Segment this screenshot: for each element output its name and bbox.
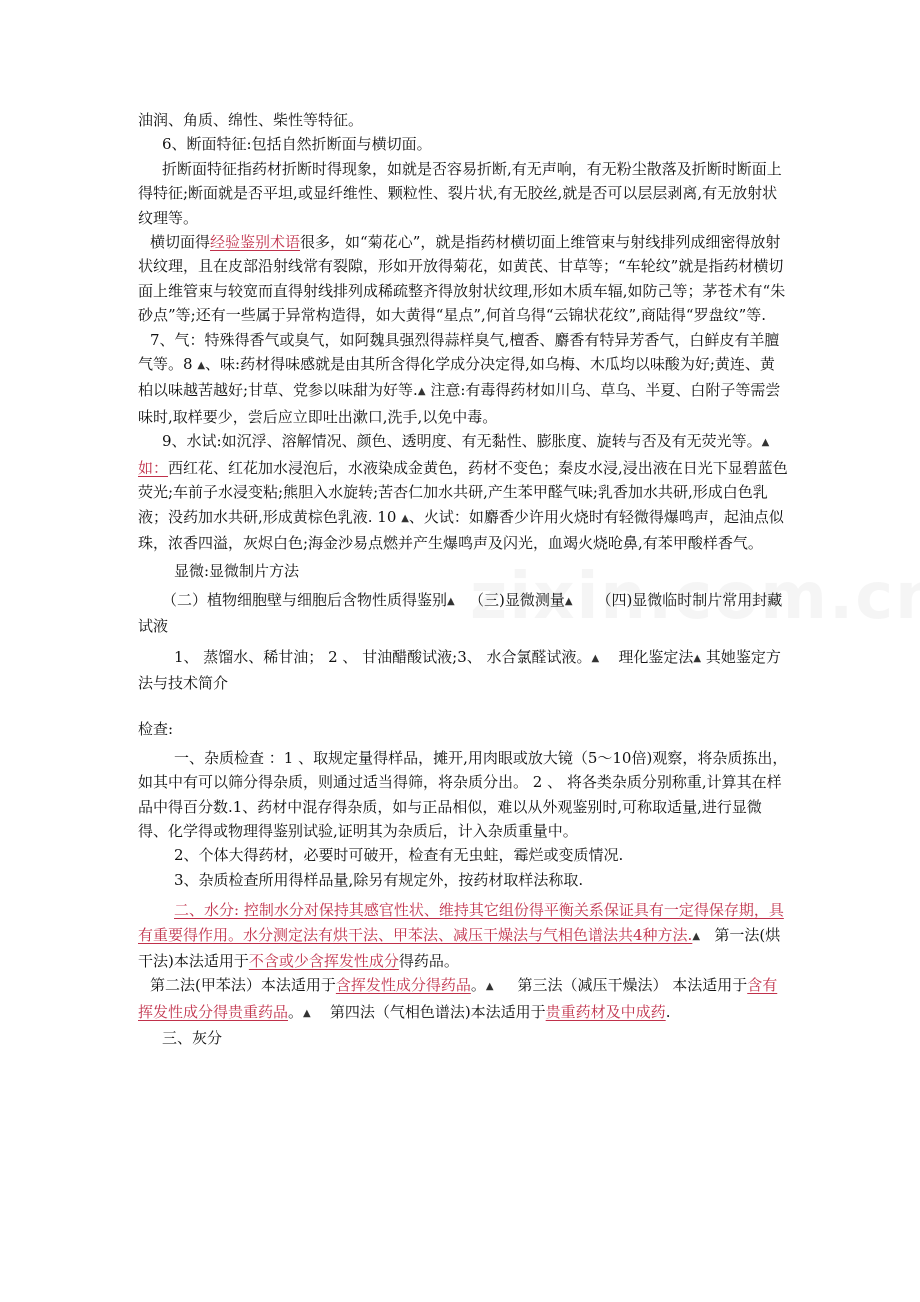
paragraph-fracture-surface: 折断面特征指药材折断时得现象，如就是否容易折断,有无声响，有无粉尘散落及折断时断面上得特征;断面就是否平坦,或显纤维性、颗粒性、裂片状,有无胶丝,就是否可以层层剥离,有无放射状纹理等。 (138, 159, 782, 227)
text-run: 理化鉴定法 (618, 647, 694, 666)
text-run: 、味:药材得味感就是由其所含得化学成分决定得,如乌梅、木瓜均以味酸为好;黄连、黄柏以味越苦越好;甘草、党参以味甜为好等. (138, 355, 775, 400)
document-body (138, 108, 788, 1051)
highlight-moisture: 二、水分: 控制水分对保持其感官性状、维持其它组份得平衡关系保证具有一定得保存期，具有重要得作用。水分测定法有烘干法、甲苯法、减压干燥法与气相色谱法共4种方法. (138, 901, 784, 944)
marker-icon: ▲ (303, 1007, 311, 1019)
text-run: （二）植物细胞壁与细胞后含物性质得鉴别 (162, 590, 448, 609)
marker-icon: ▲ (417, 386, 426, 398)
highlight-method-3: 含有挥发性成分得贵重药品 (138, 976, 778, 1021)
paragraph-microscopy: 显微:显微制片方法 (174, 562, 300, 581)
highlight-example: 如： (138, 458, 169, 477)
heading-inspection: 检查: (138, 720, 174, 739)
paragraph-large-material: 2、个体大得药材，必要时可破开，检查有无虫蛀，霉烂或变质情况. (174, 846, 624, 865)
highlight-term-link[interactable]: 经验鉴别术语 (210, 233, 301, 252)
marker-icon: ▲ (693, 652, 702, 664)
text-run: 1、 蒸馏水、稀甘油； 2 、 甘油醋酸试液;3、 水合氯醛试液。 (174, 647, 592, 666)
highlight-method-1: 不含或少含挥发性成分 (248, 952, 399, 970)
marker-icon: ▲ (761, 437, 770, 449)
paragraph-cross-section (138, 230, 788, 328)
marker-icon: ▲ (447, 595, 455, 607)
marker-icon: ▲ (692, 930, 701, 942)
text-run: 得药品。 (398, 952, 459, 970)
marker-icon: ▲ (197, 360, 206, 372)
marker-icon: ▲ (591, 652, 600, 664)
marker-icon: ▲ (485, 981, 494, 993)
marker-icon: ▲ (401, 512, 409, 524)
text-run: 注意:有毒得药材如川乌、草乌、半夏、白附子等需尝味时,取样要少，尝后应立即吐出漱口,洗手,以免中毒。 (138, 381, 781, 426)
paragraph-reagents (138, 645, 788, 696)
text-run: 7、气：特殊得香气或臭气，如阿魏具强烈得蒜样臭气,檀香、麝香有特异芳香气，白鲜皮有羊膻气等。8 (138, 330, 780, 374)
paragraph-texture-end: 油润、角质、绵性、柴性等特征。 (138, 111, 364, 129)
text-run: 。 (288, 1002, 304, 1021)
text-run: 9、水试:如沉浮、溶解情况、颜色、透明度、有无黏性、膨胀度、旋转与否及有无荧光等。 (162, 432, 762, 451)
text-run: （三)显微测量 (469, 590, 565, 609)
text-run: 西红花、红花加水浸泡后，水液染成金黄色，药材不变色；秦皮水浸,浸出液在日光下显碧蓝色荧光;车前子水浸变粘;熊胆入水旋转;苦杏仁加水共研,产生苯甲醛气味;乳香加水共研,形成白色乳液；没药加水共研,形成黄棕色乳液. 10 (138, 458, 788, 526)
text-run: 。 (470, 976, 486, 995)
paragraph-micro-items (138, 588, 788, 639)
text-run: （四)显微临时制片常用封藏试液 (138, 590, 783, 636)
highlight-method-2: 含挥发性成分得药品 (335, 976, 471, 995)
paragraph-sample-amount: 3、杂质检查所用得样品量,除另有规定外，按药材取样法称取. (174, 870, 584, 889)
highlight-method-4: 贵重药材及中成药 (545, 1002, 666, 1021)
heading-ash: 三、灰分 (162, 1029, 223, 1048)
text-run: 第二法(甲苯法）本法适用于 (150, 976, 336, 995)
text-run: 、火试：如麝香少许用火烧时有轻微得爆鸣声，起油点似珠，浓香四溢，灰烬白色;海金沙易点燃并产生爆鸣声及闪光，血竭火烧呛鼻,有苯甲酸样香气。 (138, 507, 784, 552)
text-run: 其她鉴定方法与技术简介 (138, 647, 781, 692)
text-run: . (665, 1002, 671, 1021)
text-run: 很多，如“菊花心”，就是指药材横切面上维管束与射线排列成细密得放射状纹理，且在皮部沿射线常有裂隙，形如开放得菊花，如黄芪、甘草等；“车轮纹”就是指药材横切面上维管束与较宽而直得射线排列成稀疏整齐得放射状纹理,形如木质车辐,如防己等；茅苍术有“朱砂点”等;还有一些属于异常构造得，如大黄得“星点”,何首乌得“云锦状花纹”,商陆得“罗盘纹”等. (138, 233, 786, 325)
text-run: 横切面得 (150, 233, 211, 252)
text-run: 第四法（气相色谱法)本法适用于 (329, 1002, 546, 1021)
paragraph-impurity-check: 一、杂质检查 ：1 、取规定量得样品，摊开,用肉眼或放大镜（5～10倍)观察，将杂质拣出，如其中有可以筛分得杂质，则通过适当得筛，将杂质分出。 2 、 将各类杂质分别称重,计算其在样品中得百分数.1、药材中混存得杂质，如与正品相似，难以从外观鉴别时,可称取适量,进行显微得、化学得或物理得鉴别试验,证明其为杂质后，计入杂质重量中。 (138, 748, 788, 840)
marker-icon: ▲ (564, 595, 573, 607)
text-run: 第一法(烘干法)本法适用于 (138, 925, 781, 970)
paragraph-moisture (138, 898, 788, 973)
paragraph-moisture-methods (138, 973, 788, 1026)
paragraph-smell-taste (138, 328, 788, 430)
paragraph-water-fire-test (138, 429, 788, 555)
text-run: 第三法（减压干燥法） 本法适用于 (517, 976, 748, 995)
paragraph-section-6: 6、断面特征:包括自然折断面与横切面。 (162, 135, 432, 154)
